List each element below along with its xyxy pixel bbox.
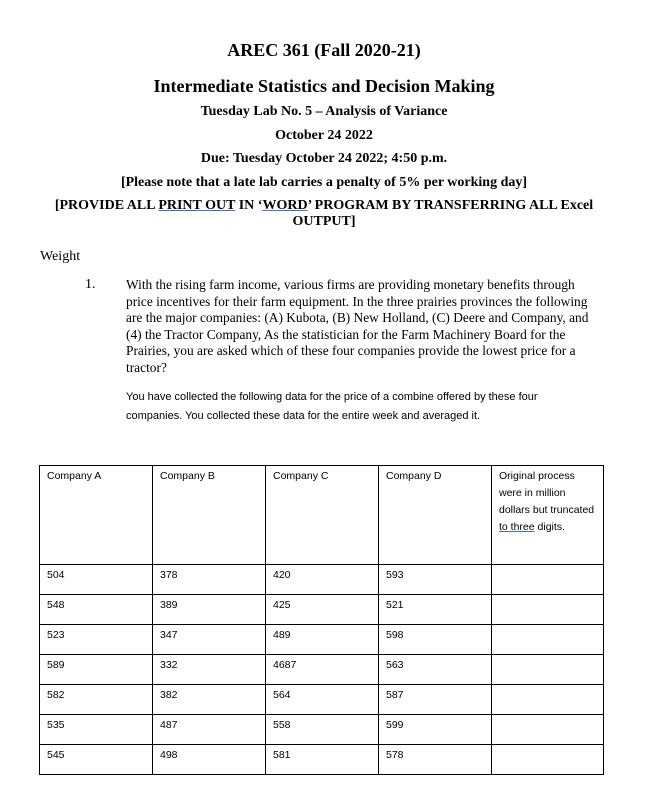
lab-title: Tuesday Lab No. 5 – Analysis of Variance [200, 104, 448, 119]
table-cell-empty [492, 685, 604, 715]
table-row [40, 685, 604, 715]
document-title: Intermediate Statistics and Decision Making [153, 76, 495, 96]
header-company-c: Company C [266, 466, 379, 565]
table-cell: 563 [379, 655, 492, 685]
table-cell: 548 [40, 595, 153, 625]
header-company-d: Company D [379, 466, 492, 565]
table-cell: 4687 [266, 655, 379, 685]
table-cell: 578 [379, 745, 492, 775]
table-cell: 378 [153, 565, 266, 595]
table-cell: 535 [40, 715, 153, 745]
header-company-a: Company A [40, 466, 153, 565]
question-text: With the rising farm income, various firms are providing monetary benefits through price incentives for their farm equipment. In the three prairies provinces the following are the major companies: (A) Kubota, (B) New Holland, (C) Deere and Company, and (4) the Tractor Company, As the statistician for the Farm Machinery Board for the Prairies, you are asked which of these four companies provide the lowest price for a tractor? [126, 277, 589, 375]
header-company-b: Company B [153, 466, 266, 565]
lab-date: October 24 2022 [275, 128, 373, 143]
table-row [40, 565, 604, 595]
table-cell: 382 [153, 685, 266, 715]
course-title: AREC 361 (Fall 2020-21) [227, 40, 421, 60]
table-cell: 332 [153, 655, 266, 685]
late-penalty-note: [Please note that a late lab carries a penalty of 5% per working day] [120, 175, 528, 190]
table-cell: 558 [266, 715, 379, 745]
table-row [40, 655, 604, 685]
table-cell: 347 [153, 625, 266, 655]
table-cell: 582 [40, 685, 153, 715]
table-cell: 564 [266, 685, 379, 715]
price-data-table [39, 465, 604, 775]
table-cell: 489 [266, 625, 379, 655]
table-note: Original process were in million dollars but truncated to three digits. [492, 466, 604, 565]
data-intro-text: You have collected the following data for the price of a combine offered by these four companies. You collected these data for the entire week and averaged it. [126, 391, 538, 422]
table-cell: 589 [40, 655, 153, 685]
table-cell: 389 [153, 595, 266, 625]
table-cell: 504 [40, 565, 153, 595]
table-row [40, 625, 604, 655]
table-cell: 420 [266, 565, 379, 595]
table-cell: 545 [40, 745, 153, 775]
table-cell-empty [492, 565, 604, 595]
table-cell: 498 [153, 745, 266, 775]
table-cell: 581 [266, 745, 379, 775]
table-row [40, 595, 604, 625]
table-cell: 521 [379, 595, 492, 625]
table-cell-empty [492, 715, 604, 745]
table-cell: 523 [40, 625, 153, 655]
table-cell: 587 [379, 685, 492, 715]
table-row [40, 715, 604, 745]
table-header-row [40, 466, 604, 565]
table-row [40, 745, 604, 775]
table-cell-empty [492, 745, 604, 775]
table-cell: 599 [379, 715, 492, 745]
table-cell: 425 [266, 595, 379, 625]
table-cell: 487 [153, 715, 266, 745]
table-cell-empty [492, 595, 604, 625]
weight-label: Weight [40, 249, 81, 264]
table-cell-empty [492, 625, 604, 655]
question-number: 1. [85, 277, 96, 292]
table-cell: 593 [379, 565, 492, 595]
submission-instruction: [PROVIDE ALL PRINT OUT IN ‘WORD’ PROGRAM BY TRANSFERRING ALL Excel OUTPUT] [54, 198, 594, 229]
table-cell: 598 [379, 625, 492, 655]
due-date: Due: Tuesday October 24 2022; 4:50 p.m. [200, 151, 448, 166]
table-cell-empty [492, 655, 604, 685]
